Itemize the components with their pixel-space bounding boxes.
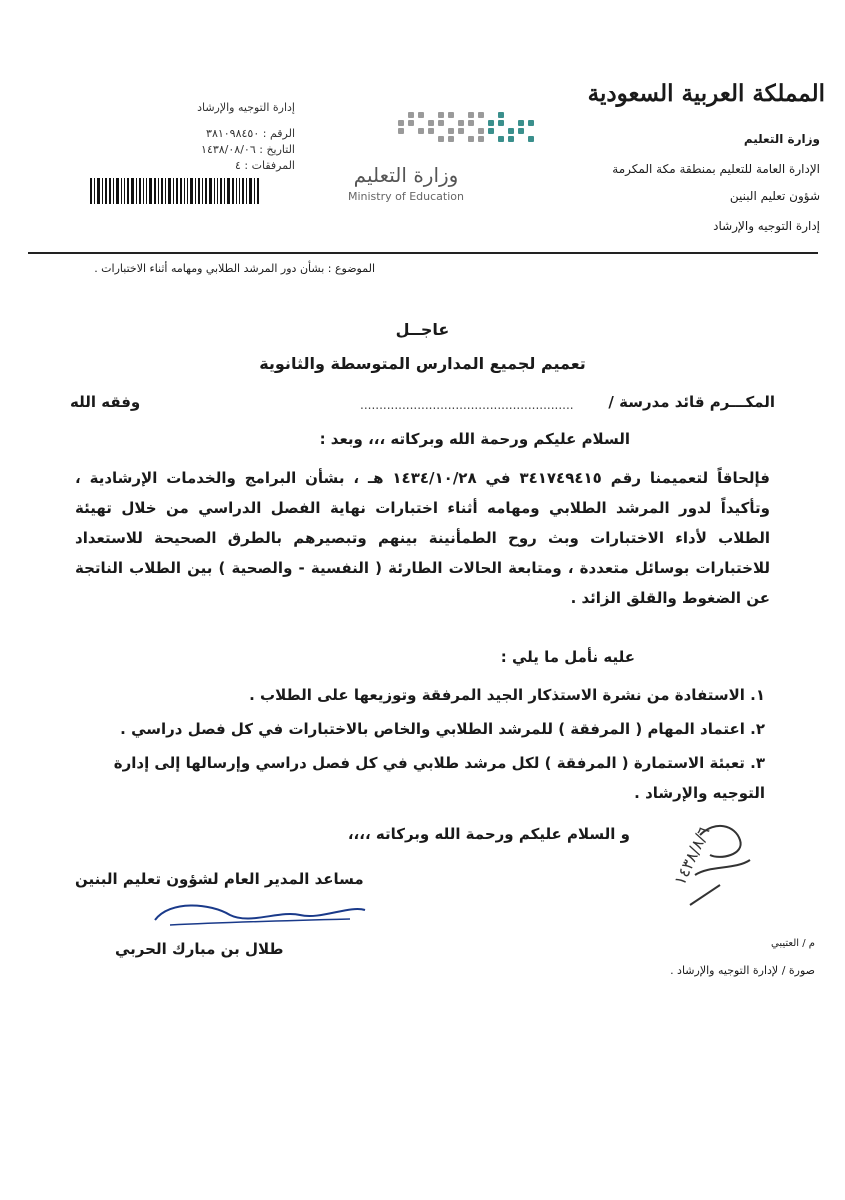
signatory-name: طلال بن مبارك الحربي <box>115 940 284 958</box>
barcode-bar <box>254 178 255 204</box>
meta-number: الرقم : ٣٨١٠٩٨٤٥٠ <box>206 127 295 140</box>
barcode-bar <box>187 178 188 204</box>
barcode-bar <box>236 178 237 204</box>
addressee-line: المكـــرم قائد مدرسة / <box>608 393 775 411</box>
barcode-bar <box>217 178 218 204</box>
logo-arabic-text: وزارة التعليم <box>353 163 459 187</box>
barcode-bar <box>102 178 103 204</box>
barcode <box>88 178 259 204</box>
closing-greeting: و السلام عليكم ورحمة الله وبركاته ،،،، <box>347 825 630 843</box>
barcode-bar <box>249 178 252 204</box>
logo-dot <box>448 136 454 142</box>
logo-dot <box>438 120 444 126</box>
logo-dot <box>498 112 504 118</box>
barcode-bar <box>184 178 185 204</box>
circular-title: تعميم لجميع المدارس المتوسطة والثانوية <box>259 354 586 373</box>
kingdom-emblem-text: المملكة العربية السعودية <box>587 80 825 107</box>
logo-dot <box>478 136 484 142</box>
logo-dot <box>438 136 444 142</box>
barcode-bar <box>109 178 111 204</box>
logo-dot <box>468 128 474 134</box>
logo-english-text: Ministry of Education <box>347 190 464 203</box>
barcode-bar <box>146 178 147 204</box>
barcode-bar <box>116 178 119 204</box>
footer-copy: صورة / لإدارة التوجيه والإرشاد . <box>670 964 815 977</box>
logo-dot <box>508 120 514 126</box>
logo-dot <box>508 128 514 134</box>
logo-dot <box>418 136 424 142</box>
logo-dot <box>428 112 434 118</box>
barcode-bar <box>143 178 144 204</box>
logo-dot <box>428 136 434 142</box>
barcode-bar <box>136 178 137 204</box>
barcode-bar <box>195 178 196 204</box>
barcode-bar <box>154 178 156 204</box>
barcode-bar <box>131 178 134 204</box>
barcode-bar <box>246 178 247 204</box>
logo-dot <box>398 136 404 142</box>
logo-dot <box>468 120 474 126</box>
logo-dot <box>528 112 534 118</box>
logo-dot <box>438 112 444 118</box>
logo-dot <box>488 128 494 134</box>
barcode-bar <box>113 178 114 204</box>
logo-dot <box>478 112 484 118</box>
logo-dot <box>508 136 514 142</box>
logo-dot <box>518 112 524 118</box>
barcode-bar <box>90 178 92 204</box>
barcode-bar <box>180 178 182 204</box>
logo-dot <box>408 128 414 134</box>
logo-dot <box>528 120 534 126</box>
handwritten-date: ١٤٣٨/٨/٦ <box>670 823 714 889</box>
logo-dot <box>458 120 464 126</box>
meta-attachments-value: ٤ <box>235 159 241 172</box>
logo-dot <box>468 112 474 118</box>
urgent-label: عاجــل <box>395 320 450 339</box>
barcode-bar <box>124 178 125 204</box>
barcode-bar <box>158 178 159 204</box>
logo-dot <box>408 136 414 142</box>
footer-initials: م / العتيبي <box>771 938 815 949</box>
logo-dot <box>498 136 504 142</box>
body-paragraph: فإلحاقاً لتعميمنا رقم ٣٤١٧٤٩٤١٥ في ١٤٣٤/١٠/٢٨ هـ ، بشأن البرامج والخدمات الإرشادية ، وتأكيداً لدور المرشد الطلابي ومهامه أثناء اختبارات نهاية الفصل الدراسي من خلال تهيئة الطلاب لأداء الاختبارات وبث روح الطمأنينة بينهم وتبصيرهم بالطرق الصحيحة للاستعداد للاختبارات بوسائل متعددة ، ومتابعة الحالات الطارئة ( النفسية - والصحية ) بين الطلاب الناتجة عن الضغوط والقلق الزائد . <box>75 469 770 607</box>
logo-dot <box>458 112 464 118</box>
affairs-line: شؤون تعليم البنين <box>729 189 820 203</box>
greeting: السلام عليكم ورحمة الله وبركاته ،،، وبعد : <box>319 430 630 448</box>
item-1: ١. الاستفادة من نشرة الاستذكار الجيد المرفقة وتوزيعها على الطلاب . <box>249 686 765 704</box>
logo-dot <box>498 128 504 134</box>
meta-number-label: الرقم <box>269 127 295 140</box>
logo-dot <box>448 128 454 134</box>
logo-dot <box>468 136 474 142</box>
meta-number-value: ٣٨١٠٩٨٤٥٠ <box>206 127 260 140</box>
barcode-bar <box>127 178 129 204</box>
logo-dot <box>498 120 504 126</box>
logo-dot <box>418 120 424 126</box>
logo-dot <box>418 128 424 134</box>
signature-scribble-icon <box>150 895 370 935</box>
logo-dot <box>408 112 414 118</box>
logo-dot <box>518 136 524 142</box>
logo-dot <box>438 128 444 134</box>
barcode-bar <box>165 178 166 204</box>
logo-dot <box>398 120 404 126</box>
logo-dot <box>528 128 534 134</box>
barcode-bar <box>198 178 200 204</box>
barcode-bar <box>232 178 234 204</box>
barcode-bar <box>161 178 163 204</box>
logo-dot <box>488 120 494 126</box>
ministry-name: وزارة التعليم <box>743 132 820 146</box>
blessing: وفقه الله <box>70 393 141 411</box>
barcode-bar <box>139 178 141 204</box>
barcode-bar <box>121 178 122 204</box>
logo-dot <box>398 112 404 118</box>
barcode-bar <box>214 178 215 204</box>
logo-dot <box>458 128 464 134</box>
logo-dot <box>428 120 434 126</box>
subject-line: الموضوع : بشأن دور المرشد الطلابي ومهامه أثناء الاختبارات . <box>94 262 375 275</box>
barcode-bar <box>257 178 259 204</box>
header-separator <box>28 252 818 254</box>
barcode-bar <box>224 178 225 204</box>
logo-dot <box>428 128 434 134</box>
logo-dot <box>518 120 524 126</box>
barcode-bar <box>173 178 174 204</box>
logo-dot <box>528 136 534 142</box>
logo-dot <box>398 128 404 134</box>
logo-dot <box>458 136 464 142</box>
barcode-bar <box>97 178 100 204</box>
signatory-title: مساعد المدير العام لشؤون تعليم البنين <box>75 870 364 888</box>
logo-dot <box>448 120 454 126</box>
meta-attachments: المرفقات : ٤ <box>235 159 295 172</box>
hope-intro: عليه نأمل ما يلي : <box>500 648 635 666</box>
meta-date-value: ١٤٣٨/٠٨/٠٦ <box>201 143 256 156</box>
barcode-bar <box>202 178 203 204</box>
meta-attachments-label: المرفقات <box>251 159 295 172</box>
logo-dot <box>448 112 454 118</box>
logo-dot <box>478 128 484 134</box>
barcode-bar <box>205 178 207 204</box>
barcode-bar <box>209 178 212 204</box>
logo-dot <box>508 112 514 118</box>
barcode-bar <box>239 178 240 204</box>
logo-dot <box>488 136 494 142</box>
logo-dot <box>408 120 414 126</box>
barcode-bar <box>176 178 178 204</box>
item-2: ٢. اعتماد المهام ( المرفقة ) للمرشد الطلابي والخاص بالاختبارات في كل فصل دراسي . <box>120 720 765 738</box>
barcode-bar <box>149 178 152 204</box>
addressee-dots: ........................................................ <box>360 398 574 412</box>
barcode-bar <box>190 178 193 204</box>
logo-dot <box>518 128 524 134</box>
barcode-bar <box>220 178 222 204</box>
logo-dot <box>418 112 424 118</box>
item-3: ٣. تعبئة الاستمارة ( المرفقة ) لكل مرشد طلابي في كل فصل دراسي وإرسالها إلى إدارة التوجيه والإرشاد . <box>113 754 765 802</box>
meta-date-label: التاريخ <box>266 143 295 156</box>
barcode-bar <box>242 178 244 204</box>
general-administration: الإدارة العامة للتعليم بمنطقة مكة المكرمة <box>612 162 820 176</box>
meta-date: التاريخ : ١٤٣٨/٠٨/٠٦ <box>201 143 295 156</box>
barcode-bar <box>94 178 95 204</box>
barcode-bar <box>227 178 230 204</box>
ministry-logo-icon <box>398 112 536 142</box>
logo-dot <box>478 120 484 126</box>
barcode-bar <box>168 178 171 204</box>
meta-department: إدارة التوجيه والإرشاد <box>197 101 295 114</box>
barcode-bar <box>105 178 107 204</box>
department-line: إدارة التوجيه والإرشاد <box>713 219 820 233</box>
logo-dot <box>488 112 494 118</box>
